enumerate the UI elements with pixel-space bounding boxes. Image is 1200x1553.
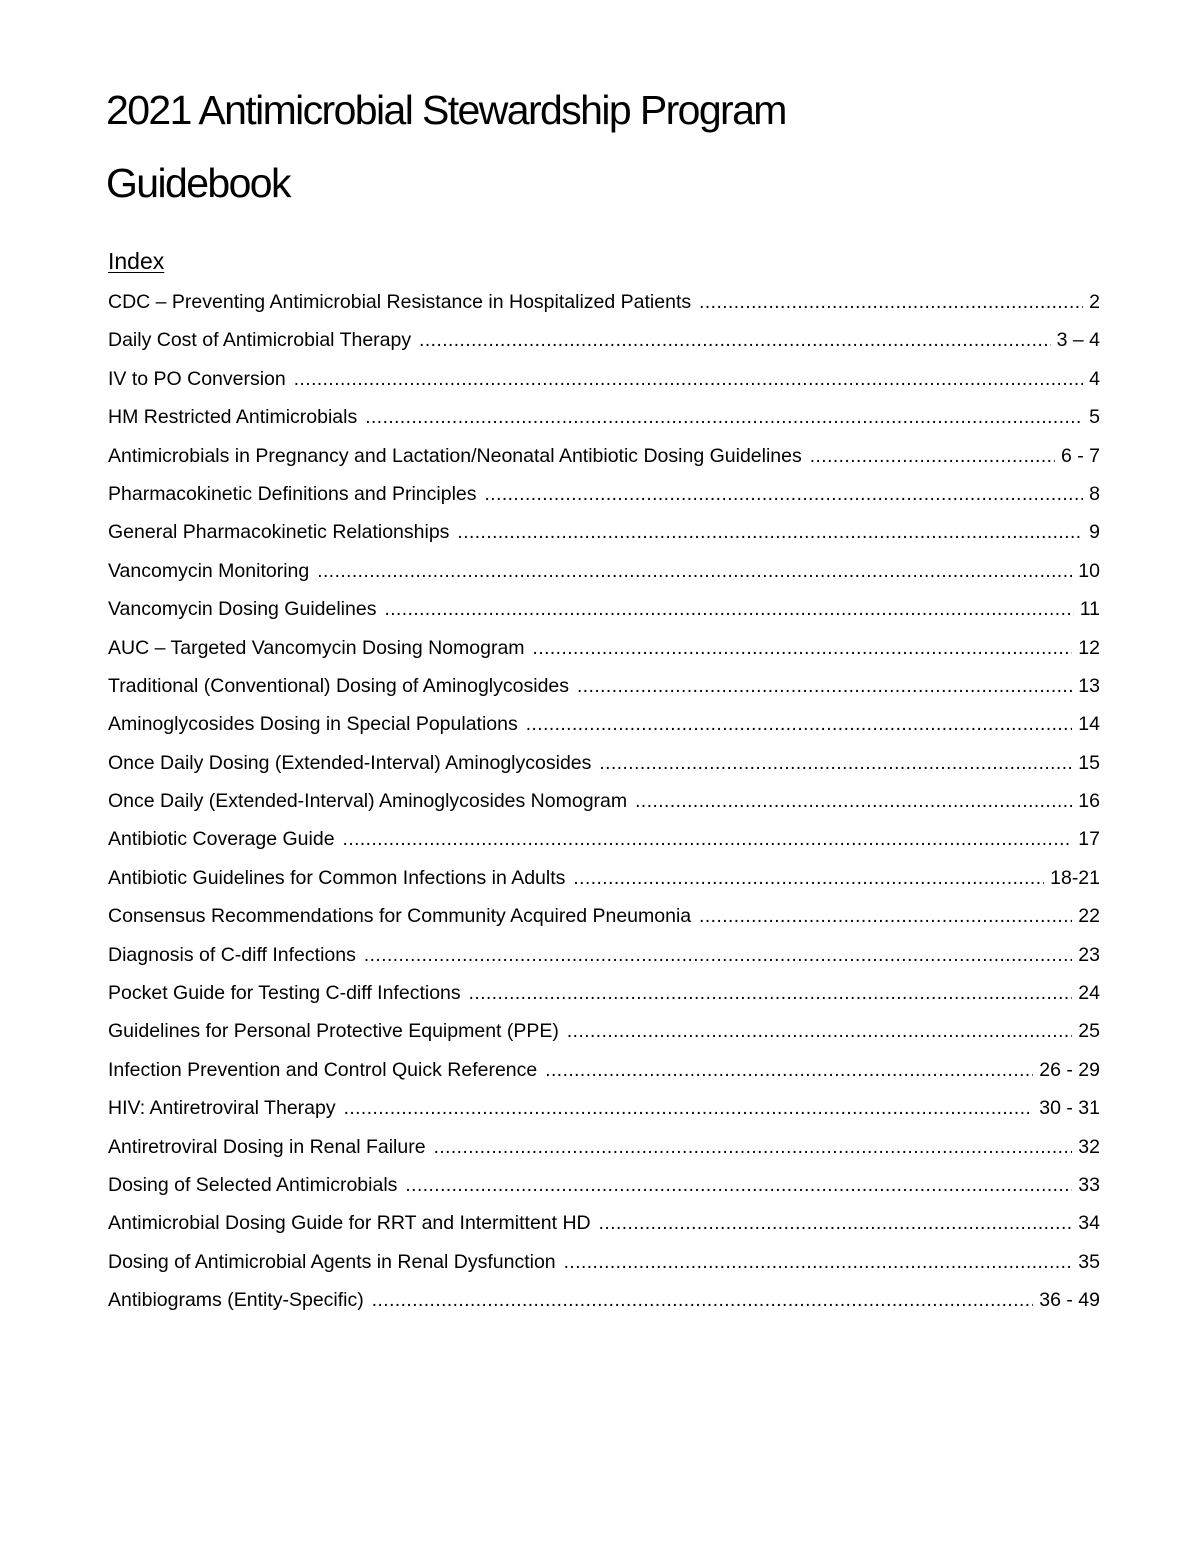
toc-entry-page: 17 <box>1078 828 1100 851</box>
toc-entry-title: Traditional (Conventional) Dosing of Aminoglycosides <box>108 674 570 697</box>
dot-leader <box>573 867 1044 891</box>
toc-entry-page: 15 <box>1078 751 1100 774</box>
dot-leader <box>526 713 1073 737</box>
toc-entry <box>108 597 1100 635</box>
table-of-contents <box>108 290 1100 1327</box>
toc-entry <box>108 1288 1100 1326</box>
toc-entry <box>108 943 1100 981</box>
toc-entry-page: 36 - 49 <box>1039 1289 1100 1312</box>
dot-leader <box>343 828 1073 852</box>
toc-entry-title: Antibiograms (Entity-Specific) <box>108 1289 364 1312</box>
index-heading: Index <box>108 248 165 274</box>
toc-entry-page: 13 <box>1078 674 1100 697</box>
dot-leader <box>469 982 1073 1006</box>
toc-entry-page: 4 <box>1089 367 1100 390</box>
dot-leader <box>577 675 1072 699</box>
toc-entry-title: Antiretroviral Dosing in Renal Failure <box>108 1135 426 1158</box>
toc-entry <box>108 981 1100 1019</box>
toc-entry-title: Once Daily Dosing (Extended-Interval) Aminoglycosides <box>108 751 592 774</box>
dot-leader <box>405 1174 1072 1198</box>
toc-entry <box>108 751 1100 789</box>
dot-leader <box>564 1251 1073 1275</box>
toc-entry-page: 16 <box>1078 790 1100 813</box>
dot-leader <box>635 790 1072 814</box>
toc-entry <box>108 367 1100 405</box>
toc-entry-title: Vancomycin Monitoring <box>108 559 310 582</box>
toc-entry-page: 8 <box>1089 482 1100 505</box>
toc-entry <box>108 1096 1100 1134</box>
toc-entry <box>108 712 1100 750</box>
toc-entry-title: Diagnosis of C-diff Infections <box>108 943 356 966</box>
toc-entry-title: CDC – Preventing Antimicrobial Resistance in Hospitalized Patients <box>108 291 692 313</box>
toc-entry <box>108 827 1100 865</box>
dot-leader <box>457 521 1083 545</box>
toc-entry <box>108 482 1100 520</box>
toc-entry-title: Antimicrobials in Pregnancy and Lactation/Neonatal Antibiotic Dosing Guidelines <box>108 444 802 467</box>
toc-entry <box>108 405 1100 443</box>
toc-entry-title: Dosing of Selected Antimicrobials <box>108 1173 398 1196</box>
toc-entry <box>108 866 1100 904</box>
dot-leader <box>810 445 1055 469</box>
toc-entry-title: Daily Cost of Antimicrobial Therapy <box>108 329 412 352</box>
toc-entry-page: 24 <box>1078 982 1100 1005</box>
dot-leader <box>599 1212 1073 1236</box>
toc-entry-title: Aminoglycosides Dosing in Special Populations <box>108 713 518 736</box>
toc-entry-page: 6 - 7 <box>1060 444 1100 467</box>
toc-entry-title: Consensus Recommendations for Community Acquired Pneumonia <box>108 905 692 928</box>
toc-entry-page: 14 <box>1078 713 1100 736</box>
toc-entry <box>108 444 1100 482</box>
dot-leader <box>372 1289 1034 1313</box>
dot-leader <box>599 752 1072 776</box>
toc-entry <box>108 904 1100 942</box>
toc-entry <box>108 559 1100 597</box>
toc-entry-page: 26 - 29 <box>1039 1058 1100 1081</box>
toc-entry <box>108 520 1100 558</box>
toc-entry-title: Vancomycin Dosing Guidelines <box>108 598 377 621</box>
document-title-line-2: Guidebook <box>106 160 290 206</box>
toc-entry-page: 5 <box>1089 406 1100 429</box>
dot-leader <box>533 637 1073 661</box>
toc-entry <box>108 789 1100 827</box>
dot-leader <box>699 291 1083 315</box>
toc-entry-page: 18-21 <box>1050 866 1100 889</box>
toc-entry-page: 35 <box>1078 1250 1100 1273</box>
toc-entry-page: 9 <box>1089 521 1100 544</box>
toc-entry-title: HM Restricted Antimicrobials <box>108 406 358 429</box>
dot-leader <box>419 329 1051 353</box>
toc-entry <box>108 290 1100 328</box>
toc-entry-page: 33 <box>1078 1173 1100 1196</box>
dot-leader <box>344 1097 1034 1121</box>
dot-leader <box>434 1136 1073 1160</box>
toc-entry <box>108 1058 1100 1096</box>
toc-entry <box>108 328 1100 366</box>
toc-entry-title: Antibiotic Guidelines for Common Infections in Adults <box>108 866 566 889</box>
toc-entry-page: 3 – 4 <box>1056 329 1100 352</box>
toc-entry-page: 22 <box>1078 905 1100 928</box>
toc-entry-title: Antimicrobial Dosing Guide for RRT and Intermittent HD <box>108 1212 591 1235</box>
toc-entry-page: 2 <box>1089 291 1100 313</box>
toc-entry <box>108 1173 1100 1211</box>
dot-leader <box>699 905 1072 929</box>
dot-leader <box>294 368 1083 392</box>
toc-entry-title: Pharmacokinetic Definitions and Principles <box>108 482 477 505</box>
toc-entry-page: 12 <box>1078 636 1100 659</box>
toc-entry-page: 25 <box>1078 1020 1100 1043</box>
toc-entry-title: Pocket Guide for Testing C-diff Infections <box>108 982 461 1005</box>
toc-entry-page: 11 <box>1079 598 1100 621</box>
toc-entry-title: Infection Prevention and Control Quick Reference <box>108 1058 538 1081</box>
toc-entry-title: Once Daily (Extended-Interval) Aminoglycosides Nomogram <box>108 790 628 813</box>
document-title-line-1: 2021 Antimicrobial Stewardship Program <box>106 87 786 133</box>
toc-entry-page: 32 <box>1078 1135 1100 1158</box>
toc-entry <box>108 636 1100 674</box>
dot-leader <box>365 406 1083 430</box>
dot-leader <box>545 1059 1033 1083</box>
dot-leader <box>567 1020 1072 1044</box>
toc-entry-title: IV to PO Conversion <box>108 367 286 390</box>
toc-entry <box>108 1211 1100 1249</box>
toc-entry-title: HIV: Antiretroviral Therapy <box>108 1097 336 1120</box>
dot-leader <box>384 598 1073 622</box>
toc-entry <box>108 1135 1100 1173</box>
toc-entry-title: AUC – Targeted Vancomycin Dosing Nomogram <box>108 636 525 659</box>
toc-entry <box>108 674 1100 712</box>
dot-leader <box>485 483 1084 507</box>
dot-leader <box>317 560 1072 584</box>
toc-entry-page: 10 <box>1078 559 1100 582</box>
toc-entry <box>108 1250 1100 1288</box>
toc-entry-title: Guidelines for Personal Protective Equipment (PPE) <box>108 1020 559 1043</box>
toc-entry-page: 23 <box>1078 943 1100 966</box>
toc-entry-title: General Pharmacokinetic Relationships <box>108 521 450 544</box>
toc-entry <box>108 1019 1100 1057</box>
toc-entry-title: Antibiotic Coverage Guide <box>108 828 335 851</box>
toc-entry-page: 34 <box>1078 1212 1100 1235</box>
toc-entry-page: 30 - 31 <box>1039 1097 1100 1120</box>
dot-leader <box>364 944 1072 968</box>
toc-entry-title: Dosing of Antimicrobial Agents in Renal Dysfunction <box>108 1250 556 1273</box>
